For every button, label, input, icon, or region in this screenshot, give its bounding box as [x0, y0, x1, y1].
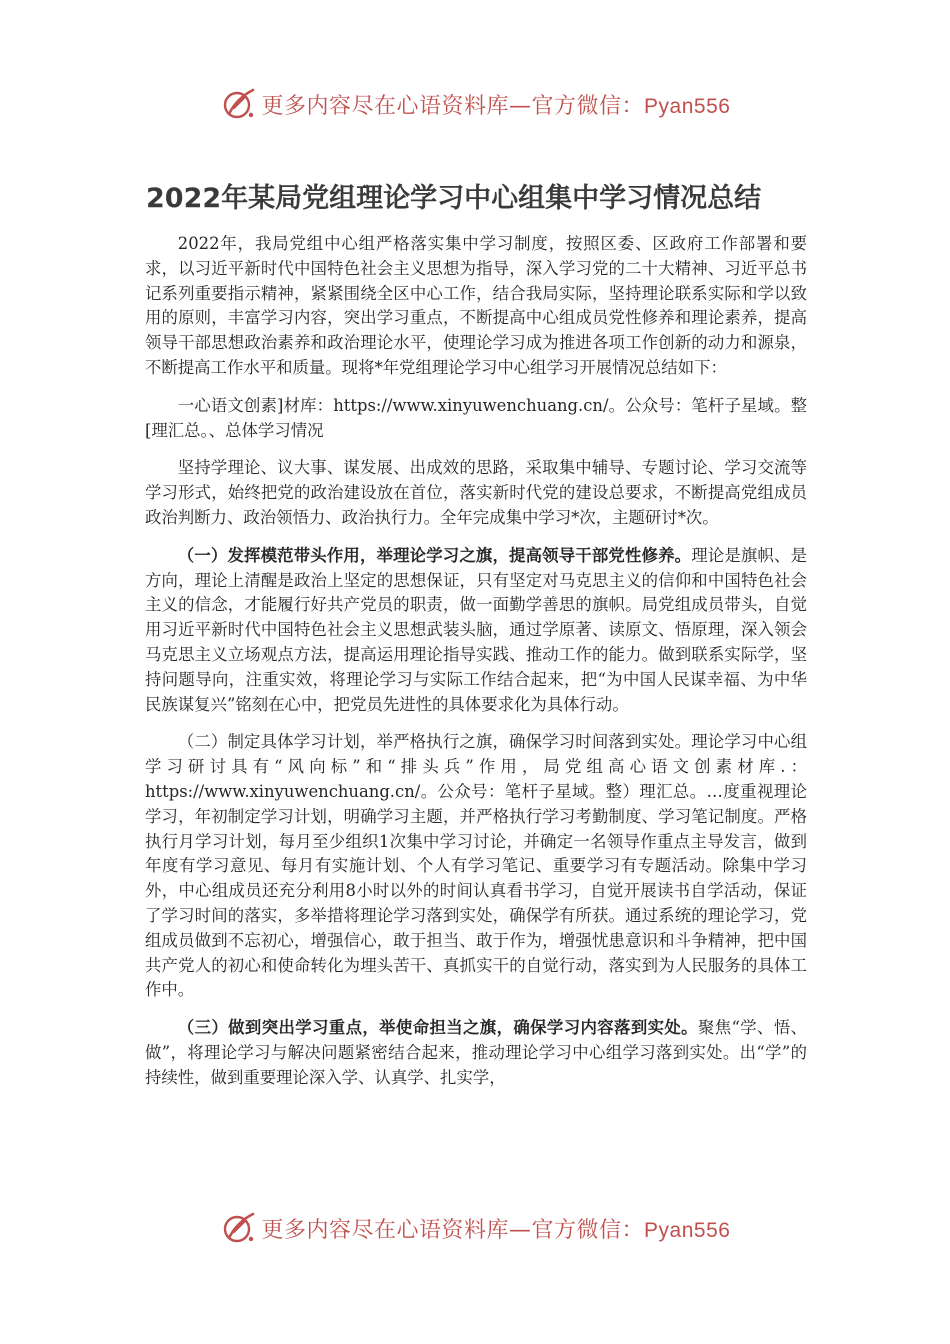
paragraph-source-note [145, 394, 807, 444]
paragraph-overview [145, 456, 807, 530]
header-banner [0, 84, 950, 124]
wechat-id: Pyan556 [644, 1218, 731, 1242]
footer-banner [0, 1208, 950, 1248]
paragraph-text: 聚焦“学、悟、做”，将理论学习与解决问题紧密结合起来，推动理论学习中心组学习落到实处。出“学”的持续性，做到重要理论深入学、认真学、扎实学， [145, 1018, 807, 1087]
pen-logo-icon [220, 84, 260, 124]
pen-logo-icon [220, 1208, 260, 1248]
paragraph-section-3 [145, 1016, 807, 1090]
banner-text [262, 1213, 731, 1244]
paragraph-text: （二）制定具体学习计划，举严格执行之旗，确保学习时间落到实处。理论学习中心组学习研讨具有“风向标”和“排头兵”作用，局党组高心语文创素材库.：https://www.xinyuwenchuang.cn/。公众号：笔杆子星域。整）理汇总。…度重视理论学习，年初制定学习计划，明确学习主题，并严格执行学习考勤制度、学习笔记制度。严格执行月学习计划，每月至少组织1次集中学习讨论，并确定一名领导作重点主导发言，做到年度有学习意见、每月有实施计划、个人有学习笔记、重要学习有专题活动。除集中学习外，中心组成员还充分利用8小时以外的时间认真看书学习，自觉开展读书自学活动，保证了学习时间的落实，多举措将理论学习落到实处，确保学有所获。通过系统的理论学习，党组成员做到不忘初心，增强信心，敢于担当、敢于作为，增强忧患意识和斗争精神，把中国共产党人的初心和使命转化为埋头苦干、真抓实干的自觉行动，落实到为人民服务的具体工作中。 [145, 732, 807, 1000]
document-title: 2022年某局党组理论学习中心组集中学习情况总结 [146, 183, 762, 214]
document-body [145, 232, 807, 1104]
banner-text-cn: 更多内容尽在心语资料库—官方微信： [261, 93, 645, 119]
wechat-id: Pyan556 [644, 94, 731, 118]
banner-text [262, 89, 731, 120]
banner-text-cn: 更多内容尽在心语资料库—官方微信： [261, 1217, 645, 1243]
paragraph-intro [145, 232, 807, 381]
paragraph-section-2 [145, 730, 807, 1003]
paragraph-section-1 [145, 544, 807, 718]
section-3-heading: （三）做到突出学习重点，举使命担当之旗，确保学习内容落到实处。 [177, 1018, 698, 1038]
paragraph-text: 一心语文创素]材库：https://www.xinyuwenchuang.cn/。公众号：笔杆子星域。整[理汇总。、总体学习情况 [145, 395, 807, 440]
paragraph-text: 2022年，我局党组中心组严格落实集中学习制度，按照区委、区政府工作部署和要求，以习近平新时代中国特色社会主义思想为指导，深入学习党的二十大精神、习近平总书记系列重要指示精神，紧紧围绕全区中心工作，结合我局实际，坚持理论联系实际和学以致用的原则，丰富学习内容，突出学习重点，不断提高中心组成员党性修养和理论素养，提高领导干部思想政治素养和政治理论水平，使理论学习成为推进各项工作创新的动力和源泉，不断提高工作水平和质量。现将*年党组理论学习中心组学习开展情况总结如下： [145, 234, 807, 377]
paragraph-text: 坚持学理论、议大事、谋发展、出成效的思路，采取集中辅导、专题讨论、学习交流等学习形式，始终把党的政治建设放在首位，落实新时代党的建设总要求，不断提高党组成员政治判断力、政治领悟力、政治执行力。全年完成集中学习*次，主题研讨*次。 [145, 458, 807, 527]
section-1-heading: （一）发挥模范带头作用，举理论学习之旗，提高领导干部党性修养。 [177, 545, 692, 565]
paragraph-text: 理论是旗帜、是方向，理论上清醒是政治上坚定的思想保证，只有坚定对马克思主义的信仰和中国特色社会主义的信念，才能履行好共产党员的职责，做一面勤学善思的旗帜。局党组成员带头，自觉用习近平新时代中国特色社会主义思想武装头脑，通过学原著、读原文、悟原理，深入领会马克思主义立场观点方法，提高运用理论指导实践、推动工作的能力。做到联系实际学，坚持问题导向，注重实效，将理论学习与实际工作结合起来，把“为中国人民谋幸福、为中华民族谋复兴”铭刻在心中，把党员先进性的具体要求化为具体行动。 [145, 545, 807, 714]
